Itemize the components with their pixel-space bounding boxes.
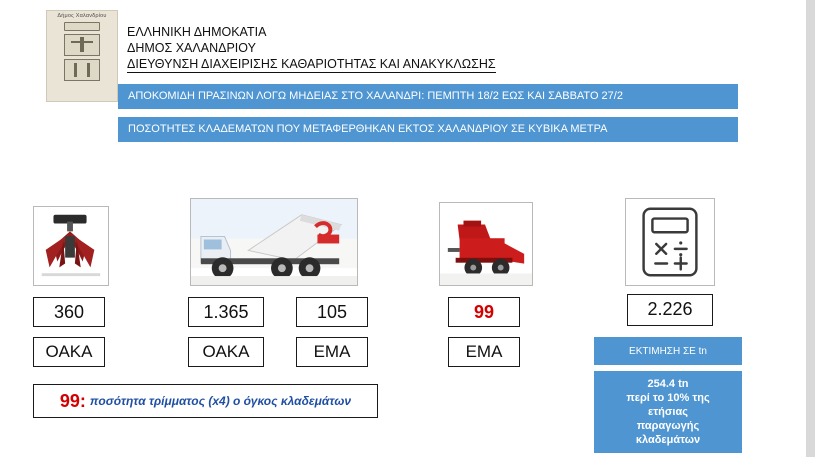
header-line-2: ΔΗΜΟΣ ΧΑΛΑΝΔΡΙΟΥ [127,41,256,55]
banner-quantities-title: ΠΟΣΟΤΗΤΕΣ ΚΛΑΔΕΜΑΤΩΝ ΠΟΥ ΜΕΤΑΦΕΡΘΗΚΑΝ ΕΚΤΟΣ ΧΑΛΑΝΔΡΙΟΥ ΣΕ ΚΥΒΙΚΑ ΜΕΤΡΑ [118,117,738,142]
estimate-line-3: ετήσιας [648,406,688,418]
header-text-block [127,24,496,73]
wood-chipper-icon [440,203,532,285]
grapple-loader-photo [33,206,109,286]
logo-emblem-icon [59,22,105,94]
footnote-text: ποσότητα τρίμματος (x4) ο όγκος κλαδεμάτων [89,394,352,408]
grapple-loader-icon [34,207,108,285]
value-box-oaka-truck: 1.365 [188,297,264,327]
header-line-1: ΕΛΛΗΝΙΚΗ ΔΗΜΟΚΑΤΙΑ [127,25,267,39]
logo-caption: Δήμος Χαλανδρίου [57,13,107,19]
hook-lift-truck-icon [191,199,357,286]
municipality-logo [46,10,118,102]
estimate-block [594,371,742,453]
estimate-bar-label: ΕΚΤΙΜΗΣΗ ΣΕ tn [594,337,742,365]
label-box-ema-1: ΕΜΑ [296,337,368,367]
footnote-box [33,384,378,418]
label-box-oaka-1: ΟΑΚΑ [33,337,105,367]
hook-lift-truck-photo [190,198,358,286]
label-box-ema-2: ΕΜΑ [448,337,520,367]
footnote-number: 99: [59,390,86,411]
right-edge-strip [806,0,815,457]
label-box-oaka-2: ΟΑΚΑ [188,337,264,367]
wood-chipper-photo [439,202,533,286]
value-box-ema-chipper: 99 [448,297,520,327]
value-box-ema-truck: 105 [296,297,368,327]
banner-collection-period: ΑΠΟΚΟΜΙΔΗ ΠΡΑΣΙΝΩΝ ΛΟΓΩ ΜΗΔΕΙΑΣ ΣΤΟ ΧΑΛΑΝΔΡΙ: ΠΕΜΠΤΗ 18/2 ΕΩΣ ΚΑΙ ΣΑΒΒΑΤΟ 27/2 [118,84,738,109]
estimate-line-2: περί το 10% της [626,392,710,404]
estimate-line-5: κλαδεμάτων [635,434,701,446]
value-box-oaka-grapple: 360 [33,297,105,327]
header-line-3: ΔΙΕΥΘΥΝΣΗ ΔΙΑΧΕΙΡΙΣΗΣ ΚΑΘΑΡΙΟΤΗΤΑΣ ΚΑΙ ΑΝΑΚΥΚΛΩΣΗΣ [127,57,496,71]
calculator-icon-photo [625,198,715,286]
value-box-total: 2.226 [627,294,713,326]
calculator-icon [626,199,714,285]
estimate-line-4: παραγωγής [636,420,700,432]
estimate-line-1: 254.4 tn [647,378,689,390]
